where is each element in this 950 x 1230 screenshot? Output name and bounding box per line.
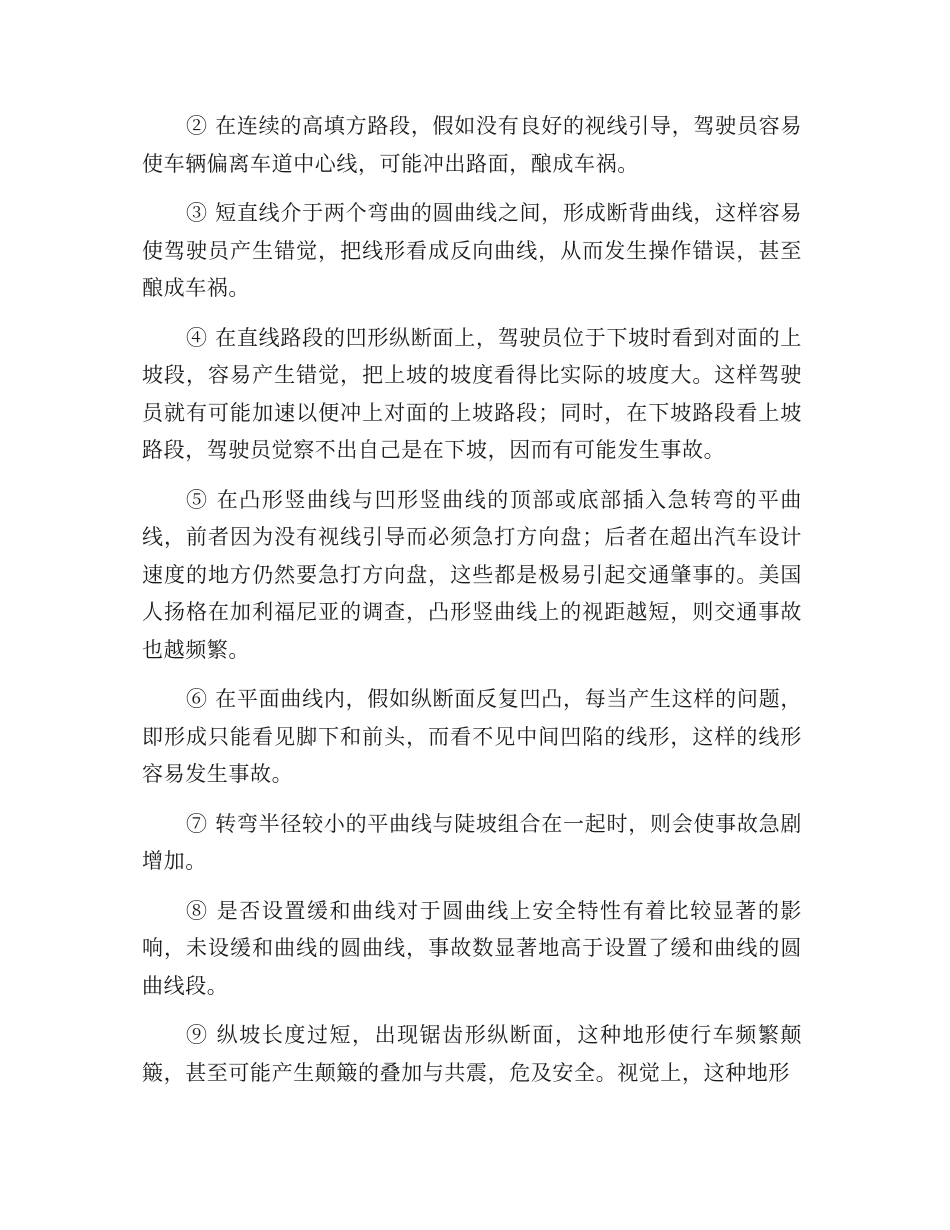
paragraph-3: ③ 短直线介于两个弯曲的圆曲线之间，形成断背曲线，这样容易使驾驶员产生错觉，把线形看成反向曲线，从而发生操作错误，甚至酿成车祸。 xyxy=(142,201,802,300)
document-body xyxy=(142,108,802,1104)
paragraph-8: ⑧ 是否设置缓和曲线对于圆曲线上安全特性有着比较显著的影响，未设缓和曲线的圆曲线，事故数显著地高于设置了缓和曲线的圆曲线段。 xyxy=(142,898,802,998)
paragraph-5: ⑤ 在凸形竖曲线与凹形竖曲线的顶部或底部插入急转弯的平曲线，前者因为没有视线引导而必须急打方向盘；后者在超出汽车设计速度的地方仍然要急打方向盘，这些都是极易引起交通肇事的。美国人扬格在加利福尼亚的调查，凸形竖曲线上的视距越短，则交通事故也越频繁。 xyxy=(142,487,802,662)
paragraph-9: ⑨ 纵坡长度过短，出现锯齿形纵断面，这种地形使行车频繁颠簸，甚至可能产生颠簸的叠加与共震，危及安全。视觉上，这种地形 xyxy=(142,1023,802,1085)
paragraph-6: ⑥ 在平面曲线内，假如纵断面反复凹凸，每当产生这样的问题，即形成只能看见脚下和前头，而看不见中间凹陷的线形，这样的线形容易发生事故。 xyxy=(142,687,802,786)
paragraph-7: ⑦ 转弯半径较小的平曲线与陡坡组合在一起时，则会使事故急剧增加。 xyxy=(142,811,802,873)
paragraph-2: ② 在连续的高填方路段，假如没有良好的视线引导，驾驶员容易使车辆偏离车道中心线，可能冲出路面，酿成车祸。 xyxy=(142,114,802,176)
paragraph-4: ④ 在直线路段的凹形纵断面上，驾驶员位于下坡时看到对面的上坡段，容易产生错觉，把上坡的坡度看得比实际的坡度大。这样驾驶员就有可能加速以便冲上对面的上坡路段；同时，在下坡路段看上坡路段，驾驶员觉察不出自己是在下坡，因而有可能发生事故。 xyxy=(142,325,802,462)
